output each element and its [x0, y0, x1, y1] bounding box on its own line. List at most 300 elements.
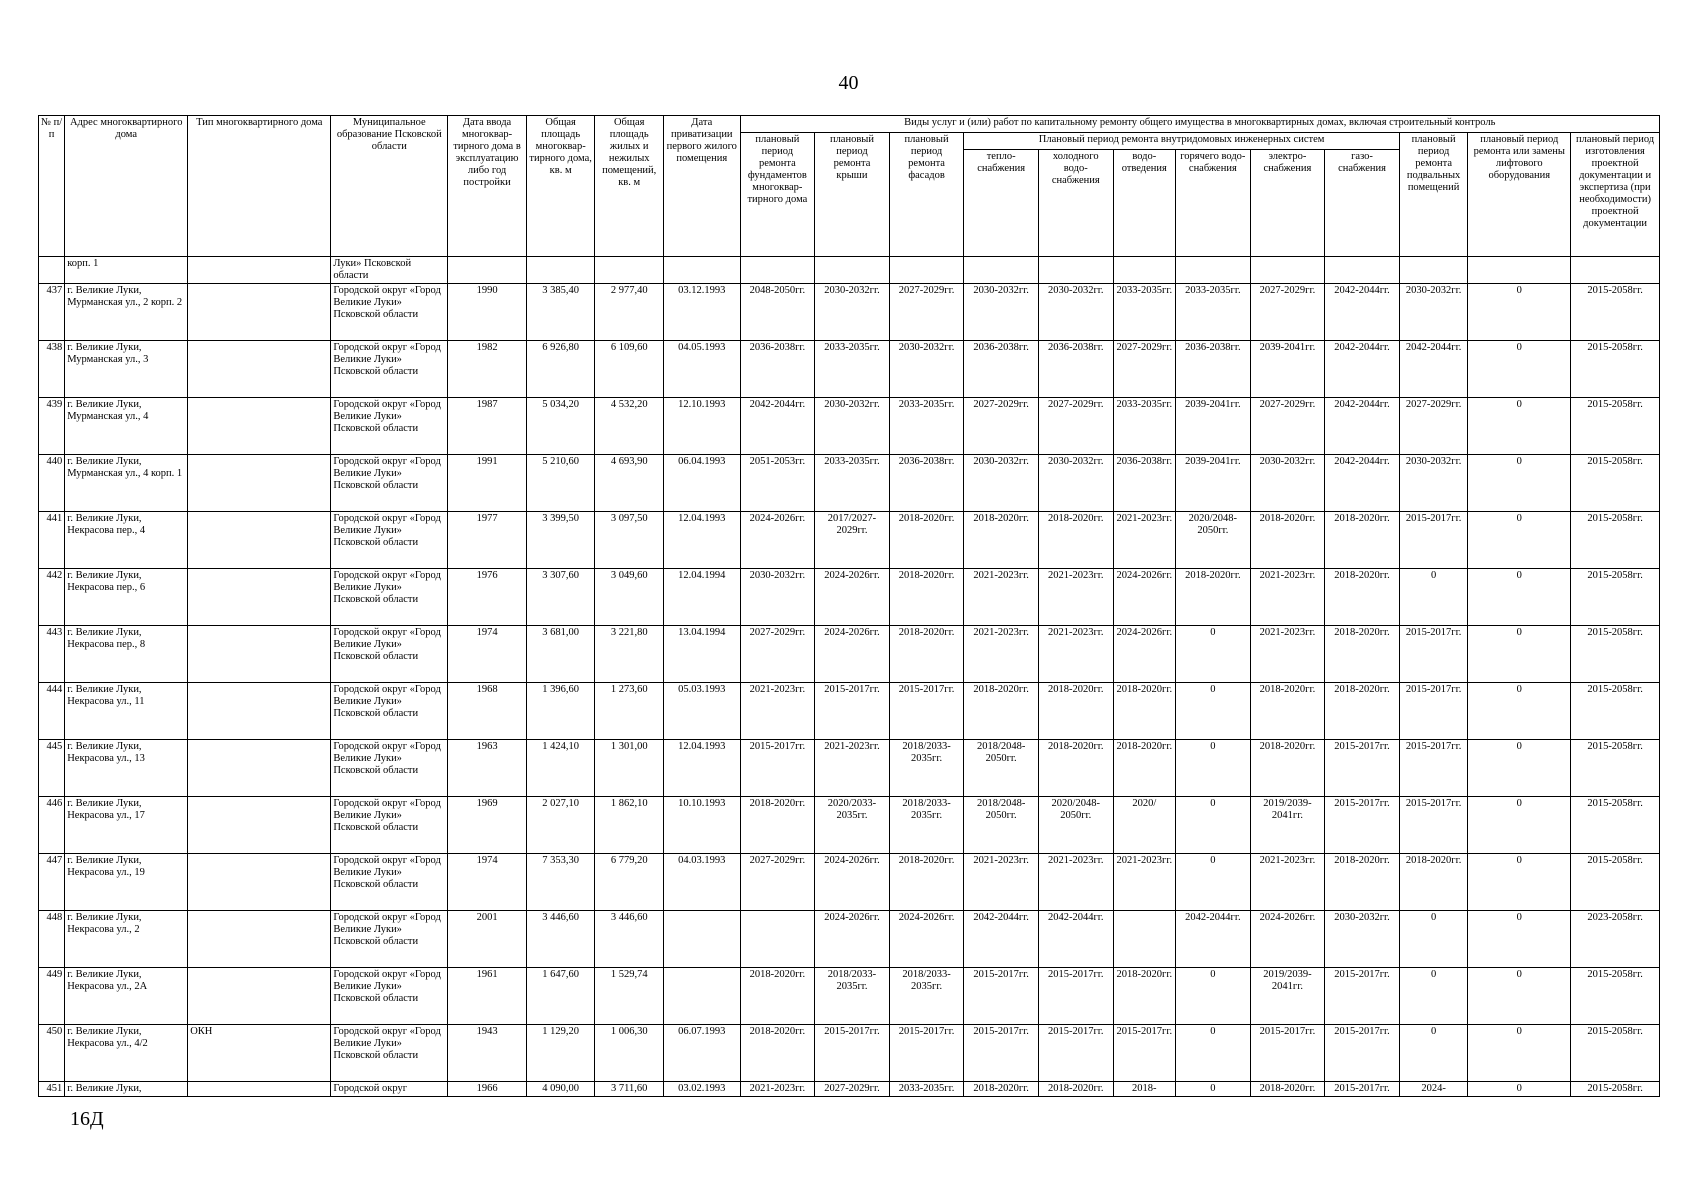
cell-drainage: 2018-2020гг.	[1113, 683, 1176, 740]
cell-hot-water: 2033-2035гг.	[1176, 284, 1251, 341]
cell-hot-water: 2036-2038гг.	[1176, 341, 1251, 398]
header-foundation: плановый период ремонта фундаментов многоквар-тирного дома	[740, 133, 815, 257]
cell-roof: 2030-2032гг.	[815, 398, 890, 455]
cell-basement: 2030-2032гг.	[1399, 284, 1468, 341]
cell-living-area: 3 049,60	[595, 569, 664, 626]
cell-living-area: 1 862,10	[595, 797, 664, 854]
cell-roof: 2024-2026гг.	[815, 626, 890, 683]
cell-heat: 2021-2023гг.	[964, 569, 1039, 626]
table-row	[39, 968, 1660, 1025]
cell-electric: 2019/2039-2041гг.	[1250, 797, 1325, 854]
cell-address: г. Великие Луки, Некрасова пер., 4	[65, 512, 188, 569]
cell-type	[188, 569, 331, 626]
cell-num: 444	[39, 683, 65, 740]
cell-type	[188, 854, 331, 911]
cell-type	[188, 740, 331, 797]
cell-design: 2015-2058гг.	[1571, 740, 1660, 797]
cell-basement: 0	[1399, 1025, 1468, 1082]
header-municipality: Муниципальное образование Псковской области	[331, 116, 448, 257]
cell-hot-water: 2039-2041гг.	[1176, 398, 1251, 455]
cell-hot-water: 0	[1176, 797, 1251, 854]
cell-total-area: 1 424,10	[526, 740, 595, 797]
cell-drainage: 2018-2020гг.	[1113, 968, 1176, 1025]
cell-address: г. Великие Луки, Некрасова ул., 19	[65, 854, 188, 911]
cell-municipality: Городской округ «Город Великие Луки» Псковской области	[331, 968, 448, 1025]
cell-design: 2015-2058гг.	[1571, 1082, 1660, 1097]
cell-facade: 2018/2033-2035гг.	[889, 968, 964, 1025]
cell-heat: 2021-2023гг.	[964, 854, 1039, 911]
cell-privatization: 03.12.1993	[663, 284, 740, 341]
cell-year: 2001	[448, 911, 527, 968]
cell-total-area: 5 210,60	[526, 455, 595, 512]
table-row	[39, 740, 1660, 797]
cell-hot-water: 2020/2048-2050гг.	[1176, 512, 1251, 569]
cell-total-area: 1 396,60	[526, 683, 595, 740]
cell-heat: 2030-2032гг.	[964, 455, 1039, 512]
cell-gas: 2030-2032гг.	[1325, 911, 1400, 968]
cell-roof: 2030-2032гг.	[815, 284, 890, 341]
cell-foundation: 2021-2023гг.	[740, 1082, 815, 1097]
cell-living-area: 6 109,60	[595, 341, 664, 398]
cell-heat: 2018/2048-2050гг.	[964, 797, 1039, 854]
cell-drainage: 2021-2023гг.	[1113, 854, 1176, 911]
cell-total-area: 3 385,40	[526, 284, 595, 341]
cell-total-area: 3 307,60	[526, 569, 595, 626]
table-row	[39, 854, 1660, 911]
cell-living-area: 2 977,40	[595, 284, 664, 341]
cell-roof: 2017/2027-2029гг.	[815, 512, 890, 569]
cell-electric: 2015-2017гг.	[1250, 1025, 1325, 1082]
cell-heat: 2036-2038гг.	[964, 341, 1039, 398]
cell-foundation: 2018-2020гг.	[740, 797, 815, 854]
cell-basement: 2015-2017гг.	[1399, 797, 1468, 854]
cell-basement: 2015-2017гг.	[1399, 740, 1468, 797]
footer-code: 16Д	[70, 1108, 104, 1130]
cell-basement: 2015-2017гг.	[1399, 512, 1468, 569]
cell-type	[188, 797, 331, 854]
cell-gas: 2018-2020гг.	[1325, 512, 1400, 569]
cell-elevator: 0	[1468, 1025, 1571, 1082]
table-row	[39, 512, 1660, 569]
header-basement: плановый период ремонта подвальных помещений	[1399, 133, 1468, 257]
cell-design: 2015-2058гг.	[1571, 512, 1660, 569]
cell-privatization	[663, 968, 740, 1025]
cell-elevator: 0	[1468, 284, 1571, 341]
cell-hot-water: 2039-2041гг.	[1176, 455, 1251, 512]
cell-drainage: 2021-2023гг.	[1113, 512, 1176, 569]
cell-address: г. Великие Луки, Мурманская ул., 3	[65, 341, 188, 398]
cell-heat: 2042-2044гг.	[964, 911, 1039, 968]
cell-electric: 2039-2041гг.	[1250, 341, 1325, 398]
header-roof: плановый период ремонта крыши	[815, 133, 890, 257]
cell-drainage: 2015-2017гг.	[1113, 1025, 1176, 1082]
cell-municipality: Городской округ «Город Великие Луки» Псковской области	[331, 398, 448, 455]
cell-electric: 2018-2020гг.	[1250, 1082, 1325, 1097]
cell-hot-water: 0	[1176, 1082, 1251, 1097]
cell-municipality: Городской округ «Город Великие Луки» Псковской области	[331, 512, 448, 569]
cell-num: 448	[39, 911, 65, 968]
cell-type	[188, 341, 331, 398]
cell-roof: 2024-2026гг.	[815, 569, 890, 626]
cell-foundation: 2048-2050гг.	[740, 284, 815, 341]
cell-year: 1974	[448, 626, 527, 683]
cell-gas: 2042-2044гг.	[1325, 341, 1400, 398]
cell-living-area: 1 273,60	[595, 683, 664, 740]
header-engineering-group: Плановый период ремонта внутридомовых инженерных систем	[964, 133, 1399, 150]
cell-elevator: 0	[1468, 911, 1571, 968]
table-row	[39, 284, 1660, 341]
cell-roof: 2015-2017гг.	[815, 1025, 890, 1082]
cell-electric: 2027-2029гг.	[1250, 284, 1325, 341]
cell-total-area: 3 399,50	[526, 512, 595, 569]
cell-drainage: 2033-2035гг.	[1113, 284, 1176, 341]
cell-electric: 2018-2020гг.	[1250, 740, 1325, 797]
cell-num: 439	[39, 398, 65, 455]
cell-hot-water: 2018-2020гг.	[1176, 569, 1251, 626]
cell-elevator: 0	[1468, 398, 1571, 455]
cell-year: 1991	[448, 455, 527, 512]
cell-type	[188, 1082, 331, 1097]
cell-gas: 2015-2017гг.	[1325, 797, 1400, 854]
header-cold-water: холодного водо-снабжения	[1038, 150, 1113, 257]
cell-living-area: 6 779,20	[595, 854, 664, 911]
header-privatization-date: Дата приватизации первого жилого помещения	[663, 116, 740, 257]
table-row	[39, 569, 1660, 626]
cell-elevator: 0	[1468, 797, 1571, 854]
cell-roof: 2033-2035гг.	[815, 455, 890, 512]
table-row	[39, 341, 1660, 398]
cell-living-area: 4 693,90	[595, 455, 664, 512]
cell-drainage: 2020/	[1113, 797, 1176, 854]
cell-electric: 2018-2020гг.	[1250, 512, 1325, 569]
cell-facade: 2015-2017гг.	[889, 683, 964, 740]
header-living-area: Общая площадь жилых и нежилых помещений, кв. м	[595, 116, 664, 257]
cell-address: г. Великие Луки, Мурманская ул., 4 корп. 1	[65, 455, 188, 512]
cell-type	[188, 398, 331, 455]
cell-basement: 2018-2020гг.	[1399, 854, 1468, 911]
cell-foundation: 2042-2044гг.	[740, 398, 815, 455]
cell-drainage: 2018-2020гг.	[1113, 740, 1176, 797]
table-row-partial	[39, 1082, 1660, 1097]
cell-gas: 2042-2044гг.	[1325, 284, 1400, 341]
cell-type	[188, 455, 331, 512]
cell-elevator: 0	[1468, 854, 1571, 911]
cell-num: 446	[39, 797, 65, 854]
cell-year: 1976	[448, 569, 527, 626]
cell-address: г. Великие Луки, Некрасова ул., 11	[65, 683, 188, 740]
cell-total-area: 6 926,80	[526, 341, 595, 398]
cell-municipality: Городской округ «Город Великие Луки» Псковской области	[331, 284, 448, 341]
cell-year: 1987	[448, 398, 527, 455]
cell-foundation: 2030-2032гг.	[740, 569, 815, 626]
cell-cold-water: 2015-2017гг.	[1038, 1025, 1113, 1082]
cell-drainage: 2027-2029гг.	[1113, 341, 1176, 398]
cell-privatization: 10.10.1993	[663, 797, 740, 854]
cell-municipality: Городской округ «Город Великие Луки» Псковской области	[331, 455, 448, 512]
cell-municipality: Городской округ «Город Великие Луки» Псковской области	[331, 683, 448, 740]
cell-cold-water: 2021-2023гг.	[1038, 854, 1113, 911]
cell-type	[188, 512, 331, 569]
cell-privatization: 12.04.1994	[663, 569, 740, 626]
cell-drainage: 2024-2026гг.	[1113, 569, 1176, 626]
cell-total-area: 2 027,10	[526, 797, 595, 854]
cell-num: 445	[39, 740, 65, 797]
cell-living-area: 1 301,00	[595, 740, 664, 797]
cell-hot-water: 0	[1176, 683, 1251, 740]
cell-roof: 2018/2033-2035гг.	[815, 968, 890, 1025]
cell-foundation: 2021-2023гг.	[740, 683, 815, 740]
cell-electric: 2030-2032гг.	[1250, 455, 1325, 512]
cell-num: 442	[39, 569, 65, 626]
cell-cold-water: 2030-2032гг.	[1038, 455, 1113, 512]
cell-elevator: 0	[1468, 569, 1571, 626]
table-row	[39, 626, 1660, 683]
cell-cold-water: 2027-2029гг.	[1038, 398, 1113, 455]
cell-address: г. Великие Луки,	[65, 1082, 188, 1097]
cell-privatization: 06.04.1993	[663, 455, 740, 512]
cell-address: г. Великие Луки, Некрасова ул., 2А	[65, 968, 188, 1025]
cell-electric: 2021-2023гг.	[1250, 854, 1325, 911]
cell-living-area: 1 529,74	[595, 968, 664, 1025]
cell-foundation	[740, 911, 815, 968]
table-row	[39, 797, 1660, 854]
cell-num: 447	[39, 854, 65, 911]
cell-hot-water: 0	[1176, 854, 1251, 911]
cell-facade: 2024-2026гг.	[889, 911, 964, 968]
header-gas: газо-снабжения	[1325, 150, 1400, 257]
cell-privatization: 05.03.1993	[663, 683, 740, 740]
cell-hot-water: 0	[1176, 740, 1251, 797]
cell-facade: 2030-2032гг.	[889, 341, 964, 398]
table-body	[39, 257, 1660, 1097]
cell-roof: 2024-2026гг.	[815, 854, 890, 911]
cell-type	[188, 968, 331, 1025]
cell-year: 1982	[448, 341, 527, 398]
header-total-area: Общая площадь многоквар-тирного дома, кв. м	[526, 116, 595, 257]
cell-facade: 2036-2038гг.	[889, 455, 964, 512]
cell-gas: 2042-2044гг.	[1325, 398, 1400, 455]
cell-privatization: 06.07.1993	[663, 1025, 740, 1082]
continuation-row	[39, 257, 1660, 284]
cell-living-area: 4 532,20	[595, 398, 664, 455]
table-row	[39, 398, 1660, 455]
cell-hot-water: 0	[1176, 968, 1251, 1025]
cell-design: 2015-2058гг.	[1571, 854, 1660, 911]
cell-drainage: 2033-2035гг.	[1113, 398, 1176, 455]
cell-electric: 2027-2029гг.	[1250, 398, 1325, 455]
cell-gas: 2018-2020гг.	[1325, 626, 1400, 683]
header-facade: плановый период ремонта фасадов	[889, 133, 964, 257]
cell-roof: 2024-2026гг.	[815, 911, 890, 968]
cell-type	[188, 911, 331, 968]
header-type: Тип многоквартирного дома	[188, 116, 331, 257]
cell-total-area: 4 090,00	[526, 1082, 595, 1097]
cell-type	[188, 626, 331, 683]
cell-privatization: 12.10.1993	[663, 398, 740, 455]
table-row	[39, 683, 1660, 740]
cell-cold-water: 2018-2020гг.	[1038, 512, 1113, 569]
cell-year: 1968	[448, 683, 527, 740]
cell-heat: 2015-2017гг.	[964, 1025, 1039, 1082]
cell-cold-water: 2018-2020гг.	[1038, 740, 1113, 797]
cell-cold-water: 2018-2020гг.	[1038, 1082, 1113, 1097]
cell-municipality: Луки» Псковской области	[331, 257, 448, 284]
cell-elevator: 0	[1468, 1082, 1571, 1097]
cell-total-area: 5 034,20	[526, 398, 595, 455]
cell-drainage	[1113, 911, 1176, 968]
cell-elevator: 0	[1468, 968, 1571, 1025]
cell-roof: 2033-2035гг.	[815, 341, 890, 398]
cell-municipality: Городской округ «Город Великие Луки» Псковской области	[331, 626, 448, 683]
cell-municipality: Городской округ «Город Великие Луки» Псковской области	[331, 569, 448, 626]
header-drainage: водо-отведения	[1113, 150, 1176, 257]
cell-facade: 2018-2020гг.	[889, 626, 964, 683]
cell-gas: 2042-2044гг.	[1325, 455, 1400, 512]
cell-facade: 2018-2020гг.	[889, 569, 964, 626]
cell-heat: 2027-2029гг.	[964, 398, 1039, 455]
cell-cold-water: 2021-2023гг.	[1038, 626, 1113, 683]
cell-facade: 2018-2020гг.	[889, 512, 964, 569]
cell-num: 443	[39, 626, 65, 683]
cell-facade: 2018/2033-2035гг.	[889, 740, 964, 797]
cell-hot-water: 0	[1176, 1025, 1251, 1082]
cell-electric: 2019/2039-2041гг.	[1250, 968, 1325, 1025]
cell-basement: 0	[1399, 569, 1468, 626]
cell-cold-water: 2042-2044гг.	[1038, 911, 1113, 968]
cell-living-area: 3 446,60	[595, 911, 664, 968]
cell-cold-water: 2015-2017гг.	[1038, 968, 1113, 1025]
cell-year: 1974	[448, 854, 527, 911]
cell-total-area: 3 446,60	[526, 911, 595, 968]
cell-design: 2015-2058гг.	[1571, 968, 1660, 1025]
cell-address: г. Великие Луки, Некрасова пер., 8	[65, 626, 188, 683]
cell-design: 2015-2058гг.	[1571, 683, 1660, 740]
cell-heat: 2015-2017гг.	[964, 968, 1039, 1025]
cell-design: 2015-2058гг.	[1571, 455, 1660, 512]
cell-design: 2023-2058гг.	[1571, 911, 1660, 968]
cell-foundation: 2018-2020гг.	[740, 1025, 815, 1082]
cell-living-area: 3 221,80	[595, 626, 664, 683]
cell-cold-water: 2020/2048-2050гг.	[1038, 797, 1113, 854]
cell-heat: 2018-2020гг.	[964, 512, 1039, 569]
cell-privatization: 03.02.1993	[663, 1082, 740, 1097]
cell-facade: 2018/2033-2035гг.	[889, 797, 964, 854]
cell-gas: 2015-2017гг.	[1325, 1025, 1400, 1082]
cell-living-area: 3 097,50	[595, 512, 664, 569]
cell-year: 1969	[448, 797, 527, 854]
cell-basement: 0	[1399, 911, 1468, 968]
cell-municipality: Городской округ «Город Великие Луки» Псковской области	[331, 740, 448, 797]
cell-address: г. Великие Луки, Некрасова ул., 17	[65, 797, 188, 854]
cell-num: 437	[39, 284, 65, 341]
cell-foundation: 2027-2029гг.	[740, 626, 815, 683]
cell-num: 451	[39, 1082, 65, 1097]
cell-design: 2015-2058гг.	[1571, 341, 1660, 398]
cell-municipality: Городской округ «Город Великие Луки» Псковской области	[331, 797, 448, 854]
cell-type: ОКН	[188, 1025, 331, 1082]
cell-basement: 2030-2032гг.	[1399, 455, 1468, 512]
cell-foundation: 2027-2029гг.	[740, 854, 815, 911]
cell-foundation: 2015-2017гг.	[740, 740, 815, 797]
cell-type	[188, 284, 331, 341]
cell-elevator: 0	[1468, 740, 1571, 797]
cell-roof: 2027-2029гг.	[815, 1082, 890, 1097]
cell-year: 1966	[448, 1082, 527, 1097]
cell-municipality: Городской округ «Город Великие Луки» Псковской области	[331, 854, 448, 911]
cell-foundation: 2036-2038гг.	[740, 341, 815, 398]
cell-year: 1990	[448, 284, 527, 341]
repair-schedule-table	[38, 115, 1660, 1097]
cell-total-area: 1 129,20	[526, 1025, 595, 1082]
cell-design: 2015-2058гг.	[1571, 1025, 1660, 1082]
header-services-group: Виды услуг и (или) работ по капитальному ремонту общего имущества в многоквартирных домах, включая строительный контроль	[740, 116, 1659, 133]
cell-hot-water: 0	[1176, 626, 1251, 683]
cell-cold-water: 2018-2020гг.	[1038, 683, 1113, 740]
cell-elevator: 0	[1468, 626, 1571, 683]
cell-electric: 2021-2023гг.	[1250, 626, 1325, 683]
cell-electric: 2018-2020гг.	[1250, 683, 1325, 740]
cell-total-area: 3 681,00	[526, 626, 595, 683]
cell-foundation: 2051-2053гг.	[740, 455, 815, 512]
cell-facade: 2018-2020гг.	[889, 854, 964, 911]
cell-gas: 2015-2017гг.	[1325, 968, 1400, 1025]
cell-total-area: 1 647,60	[526, 968, 595, 1025]
cell-gas: 2018-2020гг.	[1325, 569, 1400, 626]
cell-privatization: 04.05.1993	[663, 341, 740, 398]
cell-municipality: Городской округ	[331, 1082, 448, 1097]
cell-address: г. Великие Луки, Некрасова ул., 2	[65, 911, 188, 968]
cell-foundation: 2024-2026гг.	[740, 512, 815, 569]
cell-municipality: Городской округ «Город Великие Луки» Псковской области	[331, 1025, 448, 1082]
table-row	[39, 911, 1660, 968]
cell-elevator: 0	[1468, 683, 1571, 740]
cell-address: г. Великие Луки, Некрасова ул., 4/2	[65, 1025, 188, 1082]
cell-elevator: 0	[1468, 455, 1571, 512]
cell-year: 1961	[448, 968, 527, 1025]
header-elevator: плановый период ремонта или замены лифтового оборудования	[1468, 133, 1571, 257]
cell-foundation: 2018-2020гг.	[740, 968, 815, 1025]
cell-drainage: 2036-2038гг.	[1113, 455, 1176, 512]
cell-privatization	[663, 911, 740, 968]
cell-heat: 2021-2023гг.	[964, 626, 1039, 683]
cell-basement: 2024-	[1399, 1082, 1468, 1097]
cell-gas: 2015-2017гг.	[1325, 740, 1400, 797]
cell-address: г. Великие Луки, Мурманская ул., 2 корп. 2	[65, 284, 188, 341]
header-hot-water: горячего водо-снабжения	[1176, 150, 1251, 257]
cell-living-area: 3 711,60	[595, 1082, 664, 1097]
page-number: 40	[838, 72, 859, 94]
header-num: № п/п	[39, 116, 65, 257]
cell-design: 2015-2058гг.	[1571, 569, 1660, 626]
cell-cold-water: 2021-2023гг.	[1038, 569, 1113, 626]
cell-electric: 2024-2026гг.	[1250, 911, 1325, 968]
cell-cold-water: 2036-2038гг.	[1038, 341, 1113, 398]
cell-design: 2015-2058гг.	[1571, 626, 1660, 683]
header-heat: тепло-снабжения	[964, 150, 1039, 257]
cell-num: 440	[39, 455, 65, 512]
cell-design: 2015-2058гг.	[1571, 284, 1660, 341]
cell-total-area: 7 353,30	[526, 854, 595, 911]
cell-basement: 2042-2044гг.	[1399, 341, 1468, 398]
cell-drainage: 2024-2026гг.	[1113, 626, 1176, 683]
cell-municipality: Городской округ «Город Великие Луки» Псковской области	[331, 911, 448, 968]
cell-basement: 0	[1399, 968, 1468, 1025]
cell-privatization: 12.04.1993	[663, 740, 740, 797]
cell-elevator: 0	[1468, 341, 1571, 398]
cell-living-area: 1 006,30	[595, 1025, 664, 1082]
cell-roof: 2021-2023гг.	[815, 740, 890, 797]
cell-cold-water: 2030-2032гг.	[1038, 284, 1113, 341]
